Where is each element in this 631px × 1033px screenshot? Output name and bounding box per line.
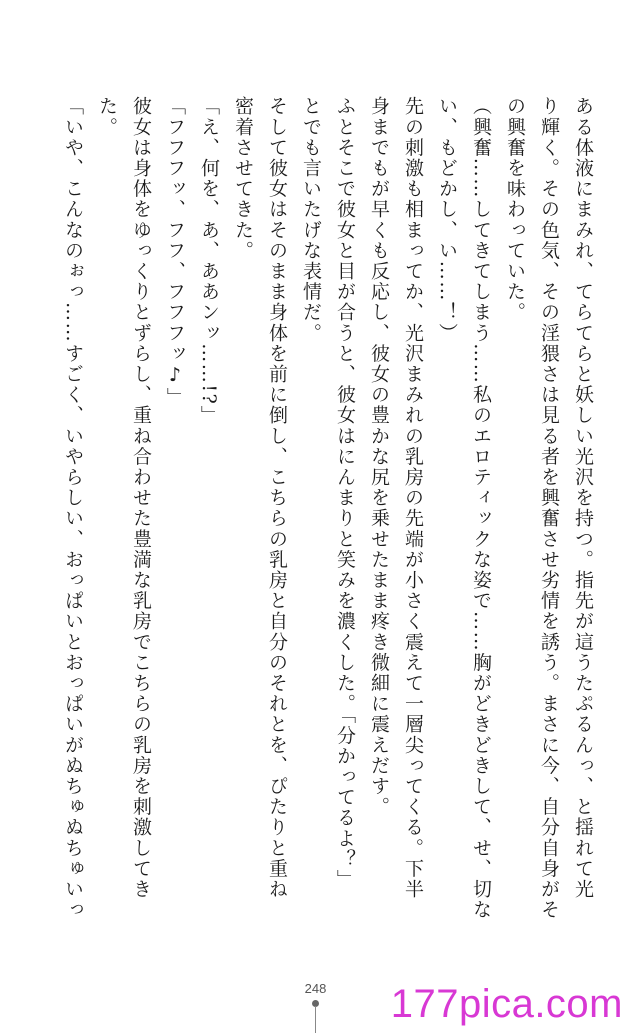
text-column: 身までもが早くも反応し、彼女の豊かな尻を乗せたまま疼き微細に震えだす。 [368,96,390,817]
text-column: 密着させてきた。 [232,96,254,261]
page-marker-line [315,1006,316,1033]
text-column: （興奮……してきてしまう……私のエロティックな姿で……胸がどきどきして、せ、切な [470,96,492,920]
text-column: とでも言いたげな表情だ。 [300,96,322,344]
text-column: 「いや、こんなのぉっ……すごく、いやらしい、おっぱいとおっぱいがぬちゅぬちゅいっ [62,96,84,920]
body-text [48,96,594,956]
page-number: 248 [304,981,327,996]
text-column: ある体液にまみれ、てらてらと妖しい光沢を持つ。指先が這うたぷるんっ、と揺れて光 [572,96,594,900]
text-column: い、もどかし、い……！） [436,96,458,344]
text-column: ふとそこで彼女と目が合うと、彼女はにんまりと笑みを濃くした。「分かってるよ？」 [334,96,356,890]
text-column: 「フフフッ、フフ、フフフッ♪」 [164,96,186,408]
text-column: そして彼女はそのまま身体を前に倒し、こちらの乳房と自分のそれとを、ぴたりと重ね [266,96,288,900]
text-column: の興奮を味わっていた。 [504,96,526,323]
text-column: 彼女は身体をゆっくりとずらし、重ね合わせた豊満な乳房でこちらの乳房を刺激してき [130,96,152,900]
text-column: 先の刺激も相まってか、光沢まみれの乳房の先端が小さく震えて一層尖ってくる。下半 [402,96,424,900]
watermark: 177pica.com [390,982,623,1026]
text-column: り輝く。その色気、その淫猥さは見る者を興奮させ劣情を誘う。まさに今、自分自身がそ [538,96,560,920]
text-column: 「え、何を、あ、ああンッ……!?」 [198,96,220,427]
text-column: た。 [96,96,118,138]
